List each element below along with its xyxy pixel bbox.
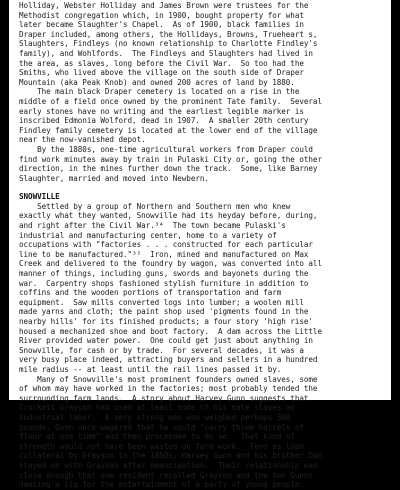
text-line: Slaughters, Findleys (no known relationship to Charlotte Findley's [19,39,318,49]
text-line: war. Carpentry shops fashioned stylish furniture in addition to [19,278,309,288]
text-line: family), and Wohlfords. The Findleys and Slaughters had lived in [19,48,313,58]
text-line: strength would not have been wasted on farm work. Tend as loan [19,441,304,451]
text-line: Slaughter, married and moved into Newbern. [19,173,209,183]
text-line: direction, in the mines further down the track. Some, like Barney [19,164,318,174]
text-line: Many of Snowville's most prominent founders owned slaves, some [19,374,318,384]
text-line: very busy place indeed, attracting buyers and sellers in a hundred [19,355,318,365]
text-line: of whom may have worked in the factories; most probably tended the [19,384,318,394]
text-line: By the 1880s, one-time agricultural workers from Draper could [19,144,313,154]
text-line: mile radius -- at least until the rail lines passed it by. [19,364,282,374]
text-line: made yarns and cloth; the paint shop used 'pigments found in the [19,307,309,317]
text-line: Mountain (aka Peak Knob) and owned 200 acres of land by 1880. [19,77,295,87]
text-line: occupations with "factories . . . constructed for each particular [19,240,313,250]
text-line: industrial and manufacturing center, home to a variety of [19,230,277,240]
text-line: Holliday, Webster Holliday and James Brown were trustees for the [19,1,309,10]
text-line: Crockett Grayson had used at least some of his male slaves as [19,403,295,413]
text-line: equipment. Saw mills converted logs into lumber; a woolen mill [19,297,304,307]
section-draper-text [19,1,381,183]
text-line: nearby hills' for its finished products; a four story 'high rise' [19,317,313,326]
document-page [9,0,391,490]
section-snowville-text [19,202,381,490]
text-line: middle of a field once owned by the prominent Tate family. Several [19,96,322,106]
text-line: housed a mechanized shoe and boot factory. A dam across the Little [19,326,322,336]
text-line: later became Slaughter's Chapel. As of 1900, black families in [19,20,304,30]
text-line: early stones have no writing and the earliest legible marker is [19,106,304,116]
text-line: coffins and the wooden portions of transportation and farm [19,288,282,298]
text-line: The main black Draper cemetery is located on a rise in the [19,87,300,97]
text-line: industrial labor. A very strong man who weighed perhaps 300 [19,412,291,422]
text-line: and right after the Civil War.³⁴ The town became Pulaski's [19,221,286,231]
text-line: the area, as slaves, long before the Civil War. So too had the [19,58,304,68]
text-line: Findley family cemetery is located at the lower end of the village [19,125,318,135]
text-line: dancing a jig for the entertainment of a party of young people. [19,480,304,490]
text-line: line to be manufactured."³⁵ Iron, mined and manufactured on Max [19,249,309,259]
text-line: Smiths, who lived above the village on the south side of Draper [19,68,304,78]
text-line: exactly what they wanted, Snowville had its heyday before, during, [19,211,318,221]
section-heading-snowville: SNOWVILLE [19,192,60,202]
text-line: Methodist congregation which, in 1900, bought property for what [19,10,304,20]
text-line: near the now-vanished depot. [19,135,146,145]
text-line: Snowville, for cash or by trade. For several decades, it was a [19,345,304,355]
text-line: River provided water power. One could get just about anything in [19,336,313,346]
text-line: Draper included, among others, the Hollidays, Browns, Trueheart s, [19,29,318,39]
text-line: flour at one time" and then proceeded to do so. That kind of [19,432,295,442]
text-line: Creek and delivered to the foundry by wagon, was converted into all [19,259,322,269]
text-line: surrounding farm lands. A story about Harvey Gunn suggests that [19,393,309,403]
text-line: pounds, Gunn once wagered that he could "carry three barrels of [19,422,304,432]
text-line: inscribed Edmonia Wolford, dead in 1907. A smaller 20th century [19,116,309,126]
text-line: close enough that one resident recalled Grayson and the two Gunns [19,470,313,480]
text-line: manner of things, including guns, swords and bayonets during the [19,269,309,279]
text-line: find work minutes away by train in Pulaski City or, going the other [19,154,322,164]
text-line: Settled by a group of Northern and Southern men who knew [19,201,291,211]
text-line: stayed on with Grayson after emancipation. Their relationship was [19,460,318,470]
text-line: collateral by Grayson in the 1850s, Harvey Gunn and his brother Dan [19,451,322,461]
